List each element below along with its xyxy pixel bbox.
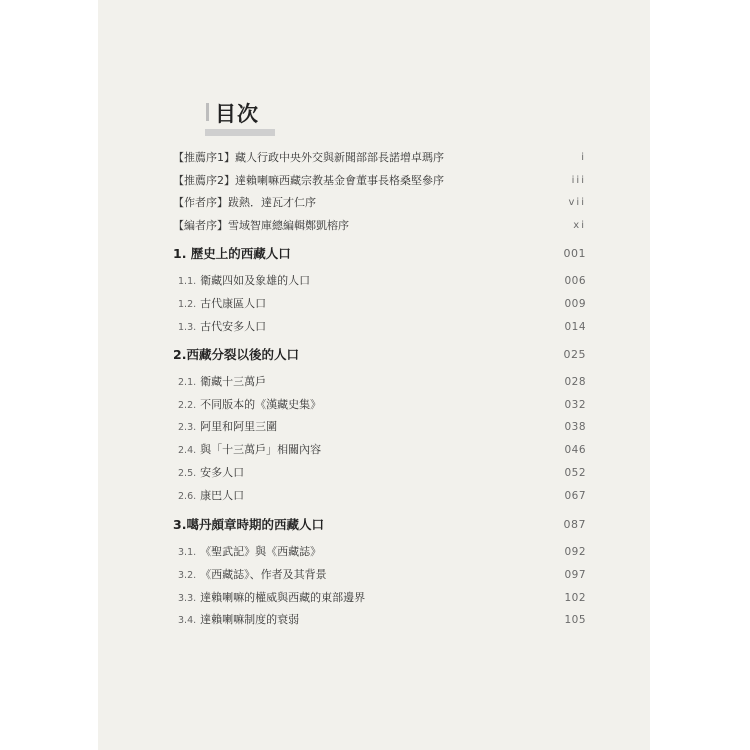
entry-page-number: vii xyxy=(568,197,586,208)
entry-title: 【編者序】雪域智庫總編輯鄭凱榕序 xyxy=(173,219,349,232)
toc-section[interactable] xyxy=(98,317,650,337)
section-number: 2.6. xyxy=(178,491,197,502)
section-title: 不同版本的《漢藏史集》 xyxy=(200,398,322,411)
section-page-number: 009 xyxy=(564,298,586,310)
chapter-page-number: 025 xyxy=(563,348,586,361)
toc-chapter[interactable] xyxy=(98,515,650,535)
toc-section[interactable] xyxy=(98,588,650,608)
title-accent-bar xyxy=(206,103,209,121)
section-title: 《西藏誌》、作者及其背景 xyxy=(200,568,327,581)
section-page-number: 102 xyxy=(564,592,586,604)
toc-section[interactable] xyxy=(98,610,650,630)
section-page-number: 038 xyxy=(564,421,586,433)
section-page-number: 006 xyxy=(564,275,586,287)
toc-section[interactable] xyxy=(98,565,650,585)
chapter-title: 2.西藏分裂以後的人口 xyxy=(173,347,299,362)
section-number: 2.3. xyxy=(178,422,197,433)
section-title: 達賴喇嘛制度的衰弱 xyxy=(200,613,300,626)
title-underline xyxy=(205,129,275,136)
toc-section[interactable] xyxy=(98,486,650,506)
section-number: 2.2. xyxy=(178,400,197,411)
section-title: 與「十三萬戶」相關內容 xyxy=(200,443,322,456)
toc-title: 目次 xyxy=(215,102,259,126)
toc-entry-preface[interactable] xyxy=(98,171,650,191)
section-title: 康巴人口 xyxy=(200,489,245,502)
entry-page-number: xi xyxy=(573,220,586,231)
toc-entry-preface[interactable] xyxy=(98,148,650,168)
section-number: 2.5. xyxy=(178,468,197,479)
section-number: 1.3. xyxy=(178,322,197,333)
toc-section[interactable] xyxy=(98,294,650,314)
section-page-number: 067 xyxy=(564,490,586,502)
toc-section[interactable] xyxy=(98,271,650,291)
section-title: 安多人口 xyxy=(200,466,245,479)
section-number: 2.4. xyxy=(178,445,197,456)
section-page-number: 046 xyxy=(564,444,586,456)
section-number: 3.1. xyxy=(178,547,197,558)
entry-title: 【作者序】跋熱．達瓦才仁序 xyxy=(173,196,316,209)
toc-section[interactable] xyxy=(98,440,650,460)
toc-chapter[interactable] xyxy=(98,244,650,264)
section-number: 1.2. xyxy=(178,299,197,310)
section-page-number: 105 xyxy=(564,614,586,626)
toc-entry-preface[interactable] xyxy=(98,216,650,236)
entry-title: 【推薦序1】藏人行政中央外交與新聞部部長諾增卓瑪序 xyxy=(173,151,444,164)
section-page-number: 014 xyxy=(564,321,586,333)
section-number: 3.4. xyxy=(178,615,197,626)
section-number: 1.1. xyxy=(178,276,197,287)
chapter-title: 1. 歷史上的西藏人口 xyxy=(173,246,291,261)
section-title: 衛藏十三萬戶 xyxy=(200,375,267,388)
section-title: 達賴喇嘛的權威與西藏的東部邊界 xyxy=(200,591,366,604)
section-number: 3.3. xyxy=(178,593,197,604)
section-page-number: 092 xyxy=(564,546,586,558)
toc-section[interactable] xyxy=(98,417,650,437)
section-title: 古代安多人口 xyxy=(200,320,267,333)
section-page-number: 028 xyxy=(564,376,586,388)
section-number: 3.2. xyxy=(178,570,197,581)
chapter-title: 3.噶丹頗章時期的西藏人口 xyxy=(173,517,324,532)
entry-title: 【推薦序2】達賴喇嘛西藏宗教基金會董事長格桑堅參序 xyxy=(173,174,444,187)
toc-section[interactable] xyxy=(98,372,650,392)
section-page-number: 097 xyxy=(564,569,586,581)
toc-section[interactable] xyxy=(98,542,650,562)
toc-section[interactable] xyxy=(98,395,650,415)
section-number: 2.1. xyxy=(178,377,197,388)
chapter-page-number: 087 xyxy=(563,518,586,531)
chapter-page-number: 001 xyxy=(563,247,586,260)
entry-page-number: i xyxy=(581,152,586,163)
section-page-number: 052 xyxy=(564,467,586,479)
section-title: 《聖武記》與《西藏誌》 xyxy=(200,545,322,558)
toc-chapter[interactable] xyxy=(98,345,650,365)
section-title: 阿里和阿里三圍 xyxy=(200,420,278,433)
book-page xyxy=(98,0,650,750)
section-page-number: 032 xyxy=(564,399,586,411)
entry-page-number: iii xyxy=(571,175,586,186)
section-title: 衛藏四如及象雄的人口 xyxy=(200,274,311,287)
section-title: 古代康區人口 xyxy=(200,297,267,310)
toc-entry-preface[interactable] xyxy=(98,193,650,213)
toc-section[interactable] xyxy=(98,463,650,483)
